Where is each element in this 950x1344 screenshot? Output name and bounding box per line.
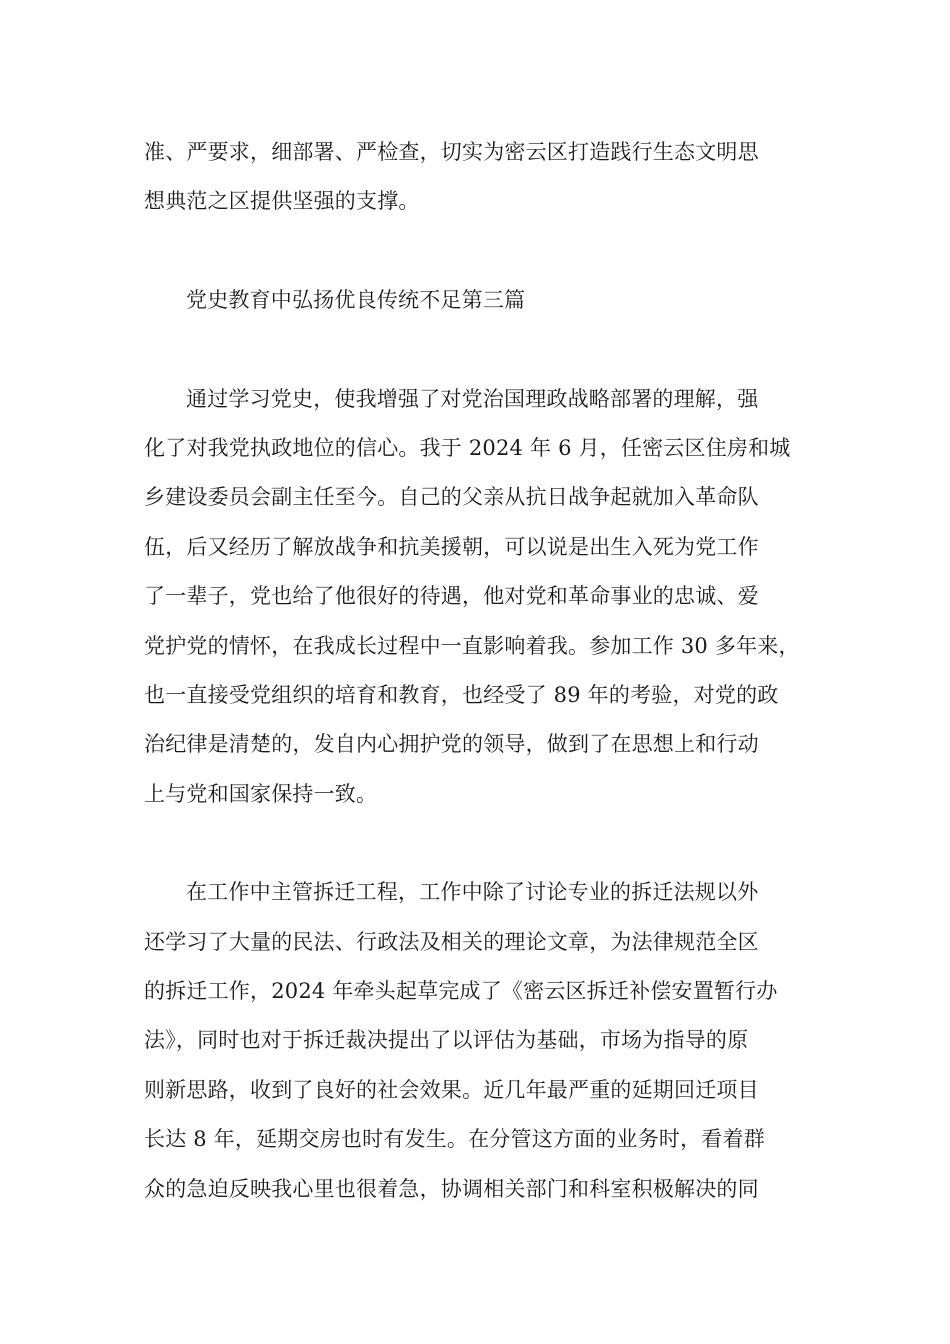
paragraph2-line-1: 在工作中主管拆迁工程，工作中除了讨论专业的拆迁法规以外 — [186, 880, 759, 904]
paragraph1-line-1: 通过学习党史，使我增强了对党治国理政战略部署的理解，强 — [186, 387, 759, 411]
section-heading: 党史教育中弘扬优良传统不足第三篇 — [186, 288, 526, 312]
paragraph2-line-6: 长达 8 年，延期交房也时有发生。在分管这方面的业务时，看着群 — [144, 1127, 765, 1151]
paragraph1-line-5: 了一辈子，党也给了他很好的待遇，他对党和革命事业的忠诚、爱 — [144, 584, 759, 608]
paragraph2-line-4: 法》，同时也对于拆迁裁决提出了以评估为基础，市场为指导的原 — [144, 1028, 749, 1052]
paragraph2-line-5: 则新思路，收到了良好的社会效果。近几年最严重的延期回迁项目 — [144, 1078, 759, 1102]
paragraph1-line-2: 化了对我党执政地位的信心。我于 2024 年 6 月，任密云区住房和城 — [144, 436, 791, 460]
paragraph1-line-9: 上与党和国家保持一致。 — [144, 782, 378, 806]
intro-line-1: 准、严要求，细部署、严检查，切实为密云区打造践行生态文明思 — [144, 140, 759, 164]
intro-line-2: 想典范之区提供坚强的支撑。 — [144, 189, 420, 213]
paragraph1-line-7: 也一直接受党组织的培育和教育，也经受了 89 年的考验，对党的政 — [144, 683, 779, 707]
paragraph2-line-3: 的拆迁工作，2024 年牵头起草完成了《密云区拆迁补偿安置暂行办 — [144, 979, 778, 1003]
paragraph1-line-8: 治纪律是清楚的，发自内心拥护党的领导，做到了在思想上和行动 — [144, 732, 759, 756]
paragraph1-line-4: 伍，后又经历了解放战争和抗美援朝，可以说是出生入死为党工作 — [144, 535, 759, 559]
paragraph1-line-3: 乡建设委员会副主任至今。自己的父亲从抗日战争起就加入革命队 — [144, 485, 759, 509]
paragraph2-line-7: 众的急迫反映我心里也很着急，协调相关部门和科室积极解决的同 — [144, 1177, 759, 1201]
paragraph2-line-2: 还学习了大量的民法、行政法及相关的理论文章，为法律规范全区 — [144, 930, 759, 954]
paragraph1-line-6: 党护党的情怀，在我成长过程中一直影响着我。参加工作 30 多年来， — [144, 634, 800, 658]
